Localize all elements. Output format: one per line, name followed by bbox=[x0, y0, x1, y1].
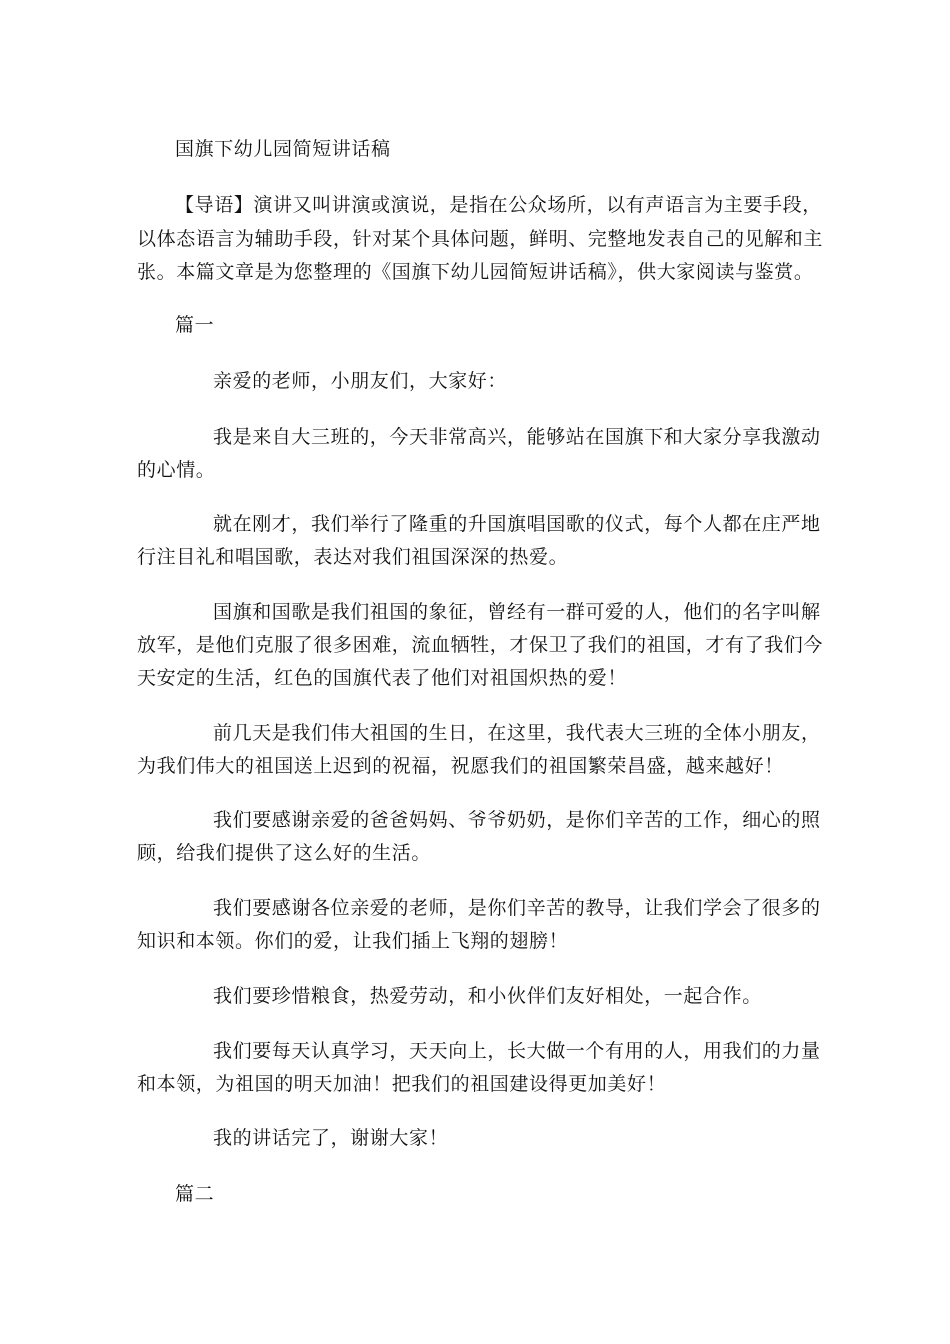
document-title: 国旗下幼儿园简短讲话稿 bbox=[175, 138, 391, 160]
paragraph-3-line-3: 天安定的生活，红色的国旗代表了他们对祖国炽热的爱！ bbox=[137, 667, 628, 689]
paragraph-1-line-1: 我是来自大三班的，今天非常高兴，能够站在国旗下和大家分享我激动 bbox=[213, 426, 821, 448]
paragraph-7: 我们要珍惜粮食，热爱劳动，和小伙伴们友好相处，一起合作。 bbox=[213, 985, 762, 1007]
section-heading-2: 篇二 bbox=[175, 1183, 215, 1205]
paragraph-5-line-2: 顾，给我们提供了这么好的生活。 bbox=[137, 842, 432, 864]
greeting: 亲爱的老师，小朋友们，大家好： bbox=[213, 370, 508, 392]
paragraph-3-line-2: 放军，是他们克服了很多困难，流血牺牲，才保卫了我们的祖国，才有了我们今 bbox=[137, 634, 824, 656]
intro-line-3: 张。本篇文章是为您整理的《国旗下幼儿园简短讲话稿》，供大家阅读与鉴赏。 bbox=[137, 261, 814, 283]
intro-line-2: 以体态语言为辅助手段，针对某个具体问题，鲜明、完整地发表自己的见解和主 bbox=[137, 228, 824, 250]
paragraph-8-line-2: 和本领，为祖国的明天加油！把我们的祖国建设得更加美好！ bbox=[137, 1073, 667, 1095]
paragraph-5-line-1: 我们要感谢亲爱的爸爸妈妈、爷爷奶奶，是你们辛苦的工作，细心的照 bbox=[213, 809, 821, 831]
paragraph-3-line-1: 国旗和国歌是我们祖国的象征，曾经有一群可爱的人，他们的名字叫解 bbox=[213, 601, 821, 623]
paragraph-2-line-1: 就在刚才，我们举行了隆重的升国旗唱国歌的仪式，每个人都在庄严地 bbox=[213, 513, 821, 535]
paragraph-9: 我的讲话完了，谢谢大家！ bbox=[213, 1127, 449, 1149]
paragraph-6-line-2: 知识和本领。你们的爱，让我们插上飞翔的翅膀！ bbox=[137, 930, 569, 952]
section-heading-1: 篇一 bbox=[175, 314, 215, 336]
paragraph-6-line-1: 我们要感谢各位亲爱的老师，是你们辛苦的教导，让我们学会了很多的 bbox=[213, 897, 821, 919]
intro-line-1: 【导语】演讲又叫讲演或演说，是指在公众场所，以有声语言为主要手段， bbox=[175, 194, 822, 216]
paragraph-2-line-2: 行注目礼和唱国歌，表达对我们祖国深深的热爱。 bbox=[137, 546, 569, 568]
paragraph-1-line-2: 的心情。 bbox=[137, 459, 216, 481]
paragraph-8-line-1: 我们要每天认真学习，天天向上，长大做一个有用的人，用我们的力量 bbox=[213, 1040, 821, 1062]
paragraph-4-line-1: 前几天是我们伟大祖国的生日，在这里，我代表大三班的全体小朋友， bbox=[213, 722, 821, 744]
paragraph-4-line-2: 为我们伟大的祖国送上迟到的祝福，祝愿我们的祖国繁荣昌盛，越来越好！ bbox=[137, 755, 784, 777]
